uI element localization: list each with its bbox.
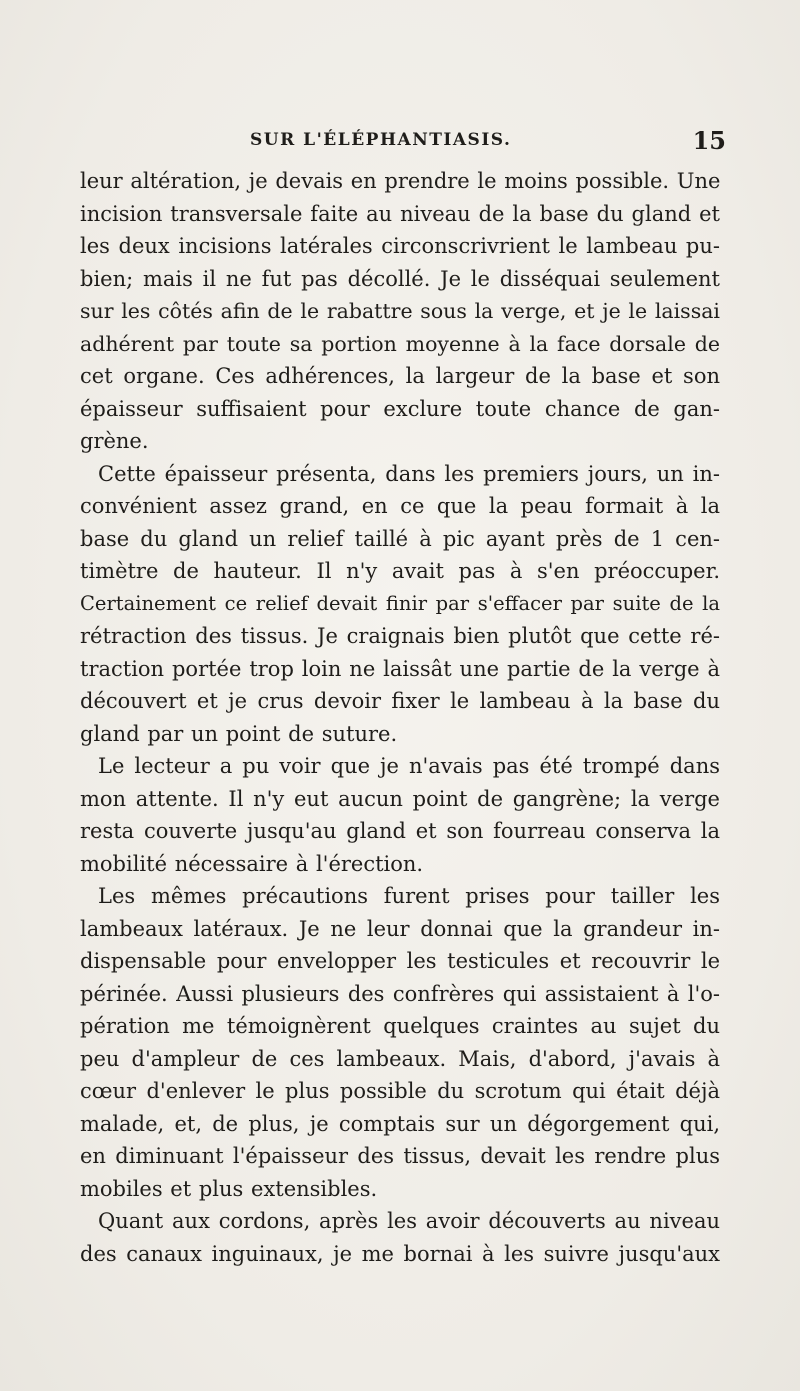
text-line: mobiles et plus extensibles. <box>80 1176 378 1201</box>
text-line: mobilité nécessaire à l'érection. <box>80 851 424 876</box>
running-title: SUR L'ÉLÉPHANTIASIS. <box>250 130 512 150</box>
text-line: dispensable pour envelopper les testicules et recouvrir le <box>80 949 720 973</box>
text-line: rétraction des tissus. Je craignais bien plutôt que cette ré- <box>80 624 720 648</box>
text-line: en diminuant l'épaisseur des tissus, devait les rendre plus <box>80 1144 720 1168</box>
text-line: Quant aux cordons, après les avoir découverts au niveau <box>98 1209 720 1233</box>
text-line: épaisseur suffisaient pour exclure toute chance de gan- <box>80 396 720 421</box>
text-line: gland par un point de suture. <box>80 721 398 746</box>
text-line: bien; mais il ne fut pas décollé. Je le disséquai seulement <box>80 266 720 291</box>
text-line: découvert et je crus devoir fixer le lambeau à la base du <box>80 689 720 713</box>
text-line: sur les côtés afin de le rabattre sous la verge, et je le laissai <box>80 299 720 323</box>
text-line: base du gland un relief taillé à pic ayant près de 1 cen- <box>80 526 720 551</box>
text-line: lambeaux latéraux. Je ne leur donnai que la grandeur in- <box>80 916 720 941</box>
text-line: incision transversale faite au niveau de la base du gland et <box>80 201 720 226</box>
text-line: resta couverte jusqu'au gland et son fourreau conserva la <box>80 819 720 843</box>
text-line: mon attente. Il n'y eut aucun point de gangrène; la verge <box>80 786 720 811</box>
text-line: périnée. Aussi plusieurs des confrères qui assistaient à l'o- <box>80 981 720 1006</box>
text-line: malade, et, de plus, je comptais sur un dégorgement qui, <box>80 1111 720 1136</box>
text-line: pération me témoignèrent quelques craintes au sujet du <box>80 1014 720 1038</box>
text-line: les deux incisions latérales circonscrivrient le lambeau pu- <box>80 234 720 258</box>
text-line: convénient assez grand, en ce que la peau formait à la <box>80 494 720 518</box>
text-line: cœur d'enlever le plus possible du scrotum qui était déjà <box>80 1079 720 1103</box>
text-line: Cette épaisseur présenta, dans les premiers jours, un in- <box>98 461 720 486</box>
text-line: adhérent par toute sa portion moyenne à la face dorsale de <box>80 331 720 356</box>
text-line: timètre de hauteur. Il n'y avait pas à s'en préoccuper. <box>80 559 720 583</box>
text-line: cet organe. Ces adhérences, la largeur de la base et son <box>80 364 720 388</box>
body-text <box>80 165 720 1270</box>
text-line: des canaux inguinaux, je me bornai à les suivre jusqu'aux <box>80 1241 720 1266</box>
text-line: grène. <box>80 429 149 453</box>
running-head <box>80 126 726 156</box>
text-line: traction portée trop loin ne laissât une partie de la verge à <box>80 656 720 681</box>
text-line: leur altération, je devais en prendre le moins possible. Une <box>80 169 721 193</box>
text-line: Le lecteur a pu voir que je n'avais pas été trompé dans <box>98 754 720 778</box>
text-line: Les mêmes précautions furent prises pour tailler les <box>98 884 720 908</box>
text-line: peu d'ampleur de ces lambeaux. Mais, d'abord, j'avais à <box>80 1046 720 1071</box>
text-line: Certainement ce relief devait finir par s'effacer par suite de la <box>80 591 720 615</box>
page-number: 15 <box>692 126 726 155</box>
